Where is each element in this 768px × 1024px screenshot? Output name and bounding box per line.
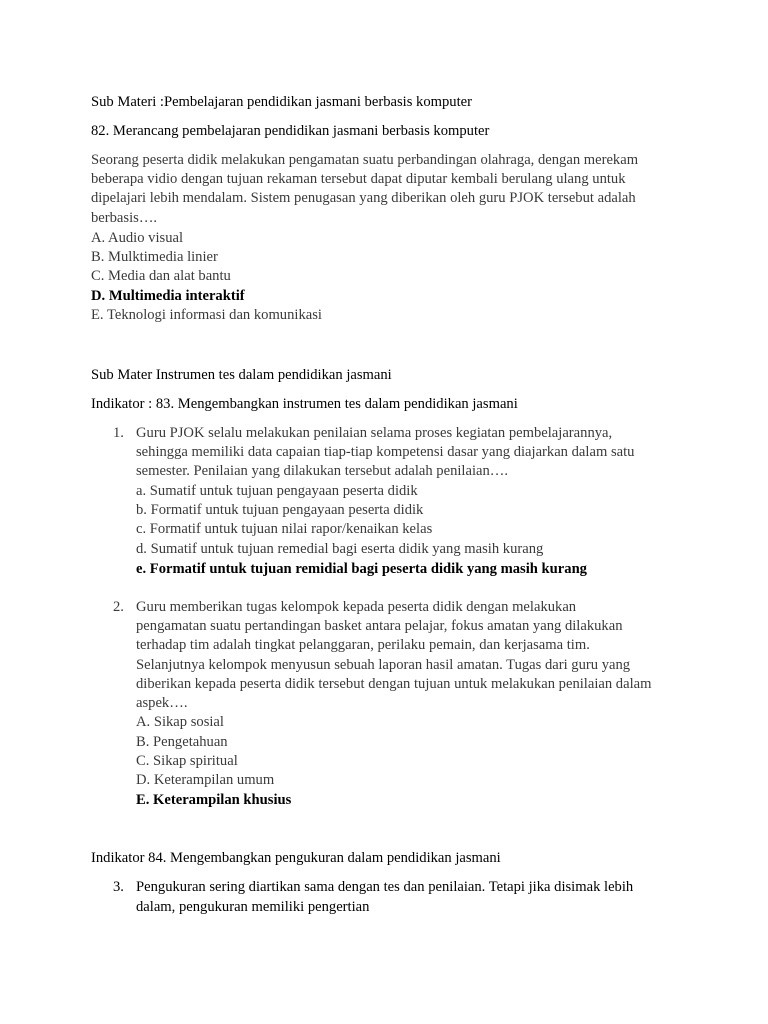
question-text-line: beberapa vidio dengan tujuan rekaman tersebut dapat diputar kembali berulang ulang untuk [91, 171, 626, 187]
question-number: 3. [113, 879, 124, 895]
question-number: 2. [113, 599, 124, 615]
answer-option: d. Sumatif untuk tujuan remedial bagi eserta didik yang masih kurang [136, 541, 544, 557]
question-text-line: dipelajari lebih mendalam. Sistem penugasan yang diberikan oleh guru PJOK tersebut adalah [91, 190, 636, 206]
question-text-line: aspek…. [136, 695, 188, 711]
answer-option: B. Pengetahuan [136, 734, 228, 750]
indikator-heading: 82. Merancang pembelajaran pendidikan jasmani berbasis komputer [91, 123, 490, 139]
answer-option: C. Media dan alat bantu [91, 268, 231, 284]
answer-option: b. Formatif untuk tujuan pengayaan peserta didik [136, 502, 424, 518]
question-number: 1. [113, 425, 124, 441]
question-text-line: sehingga memiliki data capaian tiap-tiap kompetensi dasar yang diajarkan dalam satu [136, 444, 635, 460]
answer-option: B. Mulktimedia linier [91, 249, 218, 265]
question-text-line: Guru PJOK selalu melakukan penilaian selama proses kegiatan pembelajarannya, [136, 425, 613, 441]
indikator-heading: Indikator : 83. Mengembangkan instrumen tes dalam pendidikan jasmani [91, 396, 518, 412]
correct-answer-option: E. Keterampilan khusius [136, 792, 292, 808]
indikator-heading: Indikator 84. Mengembangkan pengukuran dalam pendidikan jasmani [91, 850, 501, 866]
correct-answer-option: D. Multimedia interaktif [91, 288, 245, 304]
answer-option: A. Audio visual [91, 230, 184, 246]
question-text-line: pengamatan suatu pertandingan basket antara pelajar, fokus amatan yang dilakukan [136, 618, 623, 634]
question-text-line: Seorang peserta didik melakukan pengamatan suatu perbandingan olahraga, dengan merekam [91, 152, 639, 168]
question-text-line: Pengukuran sering diartikan sama dengan tes dan penilaian. Tetapi jika disimak lebih [136, 879, 634, 895]
sub-materi-heading: Sub Materi :Pembelajaran pendidikan jasmani berbasis komputer [91, 94, 472, 110]
answer-option: E. Teknologi informasi dan komunikasi [91, 307, 322, 323]
question-text-line: berbasis…. [91, 210, 158, 226]
answer-option: D. Keterampilan umum [136, 772, 275, 788]
question-text-line: dalam, pengukuran memiliki pengertian [136, 899, 370, 915]
question-text-line: Selanjutnya kelompok menyusun sebuah laporan hasil amatan. Tugas dari guru yang [136, 657, 631, 673]
question-text-line: terhadap tim adalah tingkat pelanggaran, perilaku pemain, dan kerjasama tim. [136, 637, 590, 653]
question-text-line: semester. Penilaian yang dilakukan tersebut adalah penilaian…. [136, 463, 509, 479]
question-text-line: Guru memberikan tugas kelompok kepada peserta didik dengan melakukan [136, 599, 577, 615]
answer-option: a. Sumatif untuk tujuan pengayaan peserta didik [136, 483, 418, 499]
correct-answer-option: e. Formatif untuk tujuan remidial bagi peserta didik yang masih kurang [136, 561, 587, 577]
answer-option: A. Sikap sosial [136, 714, 224, 730]
answer-option: C. Sikap spiritual [136, 753, 238, 769]
answer-option: c. Formatif untuk tujuan nilai rapor/kenaikan kelas [136, 521, 433, 537]
sub-materi-heading: Sub Mater Instrumen tes dalam pendidikan jasmani [91, 367, 392, 383]
question-text-line: diberikan kepada peserta didik tersebut dengan tujuan untuk melakukan penilaian dalam [136, 676, 652, 692]
